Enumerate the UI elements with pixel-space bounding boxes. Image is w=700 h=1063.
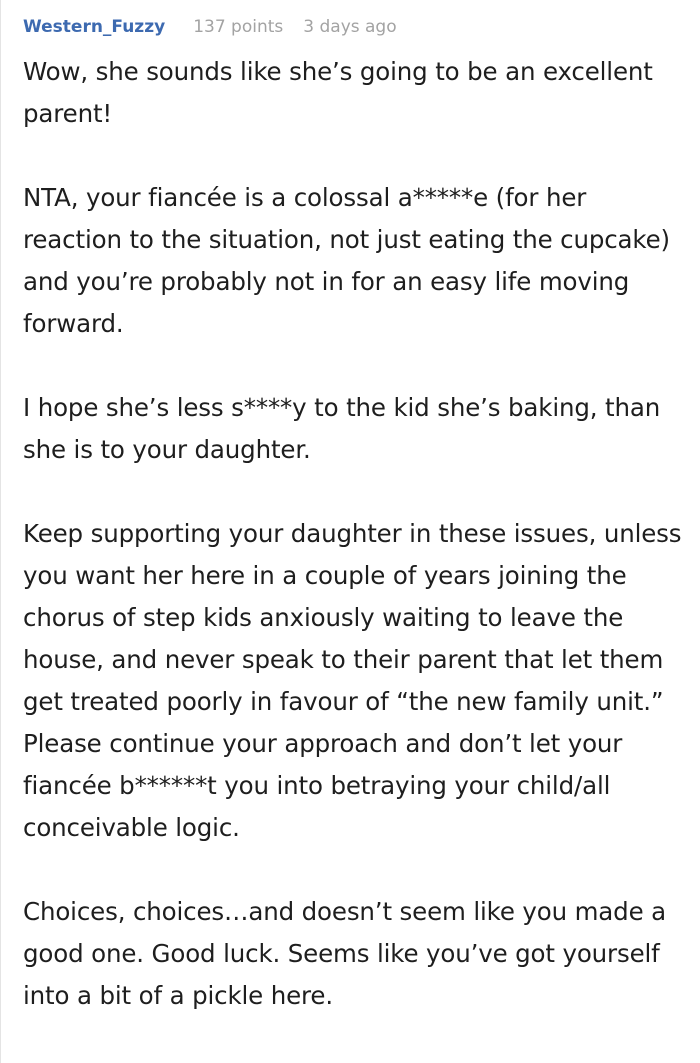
comment-timestamp: 3 days ago (303, 17, 397, 37)
comment-paragraph: I hope she’s less s****y to the kid she’s baking, than she is to your daughter. (23, 393, 661, 464)
comment-author-link[interactable]: Western_Fuzzy (23, 17, 166, 37)
comment-points: 137 points (193, 17, 284, 37)
comment-meta (23, 17, 686, 43)
comment-paragraph: Choices, choices…and doesn’t seem like you made a good one. Good luck. Seems like you’ve got yourself into a bit of a pickle here. (23, 897, 667, 1010)
comment-paragraph: Wow, she sounds like she’s going to be an excellent parent! (23, 57, 653, 128)
comment-paragraph: Keep supporting your daughter in these issues, unless you want her here in a couple of years joining the chorus of step kids anxiously waiting to leave the house, and never speak to their parent that let them get treated poorly in favour of “the new family unit.” Please continue your approach and don’t let your fiancée b******t you into betraying your child/all conceivable logic. (23, 519, 682, 842)
comment-body (23, 51, 686, 1017)
comment-paragraph: NTA, your fiancée is a colossal a*****e (for her reaction to the situation, not just eating the cupcake) and you’re probably not in for an easy life moving forward. (23, 183, 670, 338)
